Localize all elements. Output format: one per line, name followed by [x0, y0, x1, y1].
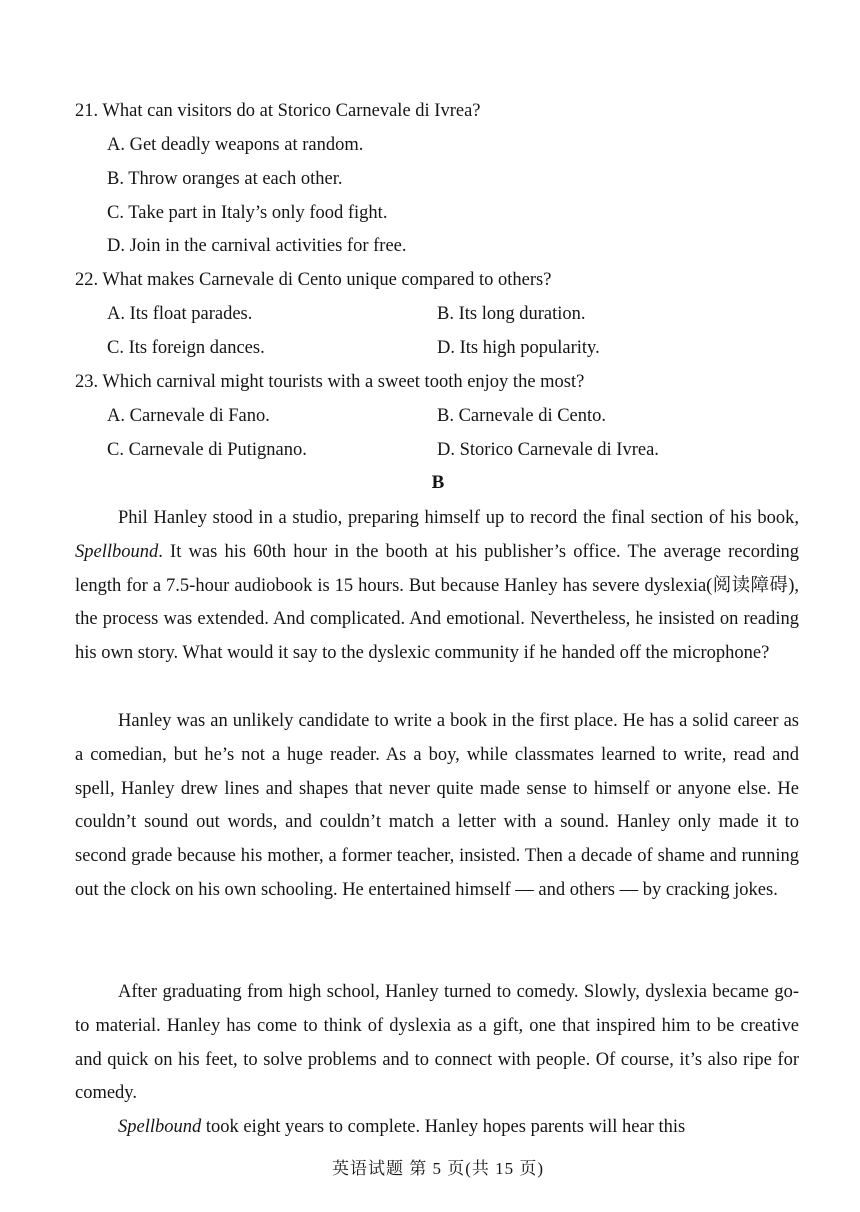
question-23-option-b: B. Carnevale di Cento.	[437, 406, 607, 426]
passage-paragraph-3: After graduating from high school, Hanley turned to comedy. Slowly, dyslexia became go-to material. Hanley has come to think of dyslexia as a gift, one that inspired him to be creative and quick on his feet, to solve problems and to connect with people. Of course, it’s also ripe for comedy.	[75, 982, 799, 1104]
section-title: B	[431, 472, 445, 493]
question-23-stem: 23. Which carnival might tourists with a sweet tooth enjoy the most?	[75, 372, 585, 392]
page-footer: 英语试题 第 5 页(共 15 页)	[331, 1159, 545, 1178]
question-23-option-c: C. Carnevale di Putignano.	[107, 440, 307, 460]
question-22-option-c: C. Its foreign dances.	[107, 338, 265, 358]
question-21-option-c: C. Take part in Italy’s only food fight.	[107, 203, 388, 223]
question-22-option-d: D. Its high popularity.	[437, 338, 600, 358]
question-23-option-a: A. Carnevale di Fano.	[107, 406, 270, 426]
book-title-2: Spellbound	[118, 1117, 202, 1137]
question-21-option-a: A. Get deadly weapons at random.	[107, 135, 364, 155]
paragraph-1-text-start: Phil Hanley stood in a studio, preparing himself up to record the final section of his book,	[118, 508, 799, 528]
question-22-option-a: A. Its float parades.	[107, 304, 253, 324]
question-21-option-b: B. Throw oranges at each other.	[107, 169, 343, 189]
question-21-stem: 21. What can visitors do at Storico Carnevale di Ivrea?	[75, 101, 481, 121]
question-23-option-d: D. Storico Carnevale di Ivrea.	[437, 440, 659, 460]
passage-paragraph-4	[75, 1111, 799, 1145]
passage-paragraph-2: Hanley was an unlikely candidate to write a book in the first place. He has a solid career as a comedian, but he’s not a huge reader. As a boy, while classmates learned to write, read and spell, Hanley drew lines and shapes that never quite made sense to himself or anyone else. He couldn’t sound out words, and couldn’t match a letter with a sound. Hanley only made it to second grade because his mother, a former teacher, insisted. Then a decade of shame and running out the clock on his own schooling. He entertained himself — and others — by cracking jokes.	[75, 711, 799, 900]
question-21-option-d: D. Join in the carnival activities for free.	[107, 236, 407, 256]
question-22-option-b: B. Its long duration.	[437, 304, 586, 324]
paragraph-4-text: took eight years to complete. Hanley hopes parents will hear this	[201, 1117, 686, 1137]
question-22-stem: 22. What makes Carnevale di Cento unique compared to others?	[75, 270, 552, 290]
book-title: Spellbound	[75, 541, 159, 562]
paragraph-1-text-end: . It was his 60th hour in the booth at his publisher’s office. The average recording length for a 7.5-hour audiobook is 15 hours. But because Hanley has severe dyslexia(阅读障碍), the process was extended. And complicated. And emotional. Nevertheless, he insisted on reading his own story. What would it say to the dyslexic community if he handed off the microphone?	[75, 541, 799, 664]
passage-paragraph-1	[75, 502, 799, 671]
